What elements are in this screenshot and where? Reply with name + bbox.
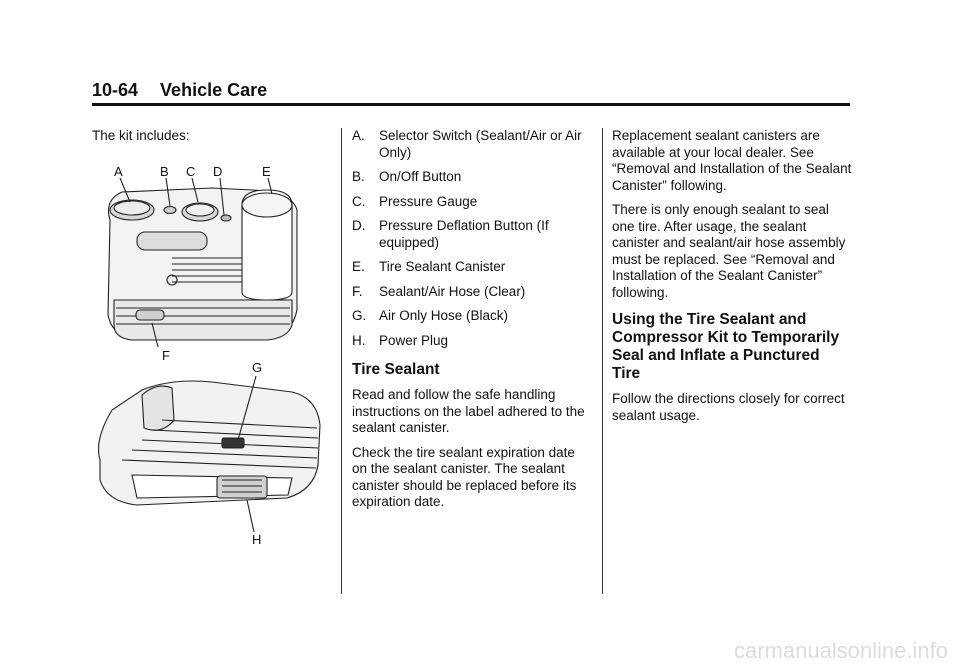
watermark: carmanualsonline.info xyxy=(733,638,948,663)
replacement-paragraph: Replacement sealant canisters are available at your local dealer. See “Removal and Installation of the Sealant Canister” following. xyxy=(612,128,852,193)
using-kit-heading: Using the Tire Sealant and Compressor Kit to Temporarily Seal and Inflate a Punctured Tire xyxy=(612,311,840,382)
kit-parts-list xyxy=(352,128,592,349)
column-divider-1 xyxy=(341,128,342,594)
kit-intro: The kit includes: xyxy=(92,128,190,143)
list-item: F. Sealant/Air Hose (Clear) xyxy=(352,283,526,299)
column-3 xyxy=(612,128,852,432)
list-item: D. Pressure Deflation Button (If equipped) xyxy=(352,218,549,250)
callout-C: C xyxy=(186,164,196,179)
section-title: Vehicle Care xyxy=(160,80,268,100)
callout-B: B xyxy=(160,164,169,179)
list-item: G. Air Only Hose (Black) xyxy=(352,308,509,323)
compressor-kit-illustration xyxy=(92,160,337,555)
callout-H: H xyxy=(252,532,262,547)
column-divider-2 xyxy=(602,128,603,594)
column-2 xyxy=(352,128,592,519)
column-1 xyxy=(92,128,332,153)
list-item: C. Pressure Gauge xyxy=(352,193,478,209)
callout-D: D xyxy=(213,164,223,179)
list-item: E. Tire Sealant Canister xyxy=(352,259,506,274)
callout-F: F xyxy=(162,348,170,363)
page-header xyxy=(92,80,267,101)
directions-paragraph: Follow the directions closely for correct sealant usage. xyxy=(612,391,845,423)
list-item: B. On/Off Button xyxy=(352,169,462,184)
sealant-paragraph-1: Read and follow the safe handling instructions on the label adhered to the sealant canister. xyxy=(352,387,585,435)
list-item: H. Power Plug xyxy=(352,332,449,348)
header-rule xyxy=(92,103,850,106)
page-number: 10-64 xyxy=(92,80,139,100)
callout-G: G xyxy=(252,360,263,375)
callout-A: A xyxy=(114,164,123,179)
enough-sealant-paragraph: There is only enough sealant to seal one tire. After usage, the sealant canister and sealant/air hose assembly must be replaced. See “Removal and Installation of the Sealant Canister” following. xyxy=(612,202,846,300)
callout-E: E xyxy=(262,164,271,179)
sealant-paragraph-2: Check the tire sealant expiration date on the sealant canister. The sealant canister should be replaced before its expiration date. xyxy=(352,444,577,509)
list-item: A. Selector Switch (Sealant/Air or Air Only) xyxy=(352,128,582,160)
tire-sealant-heading: Tire Sealant xyxy=(352,361,440,378)
